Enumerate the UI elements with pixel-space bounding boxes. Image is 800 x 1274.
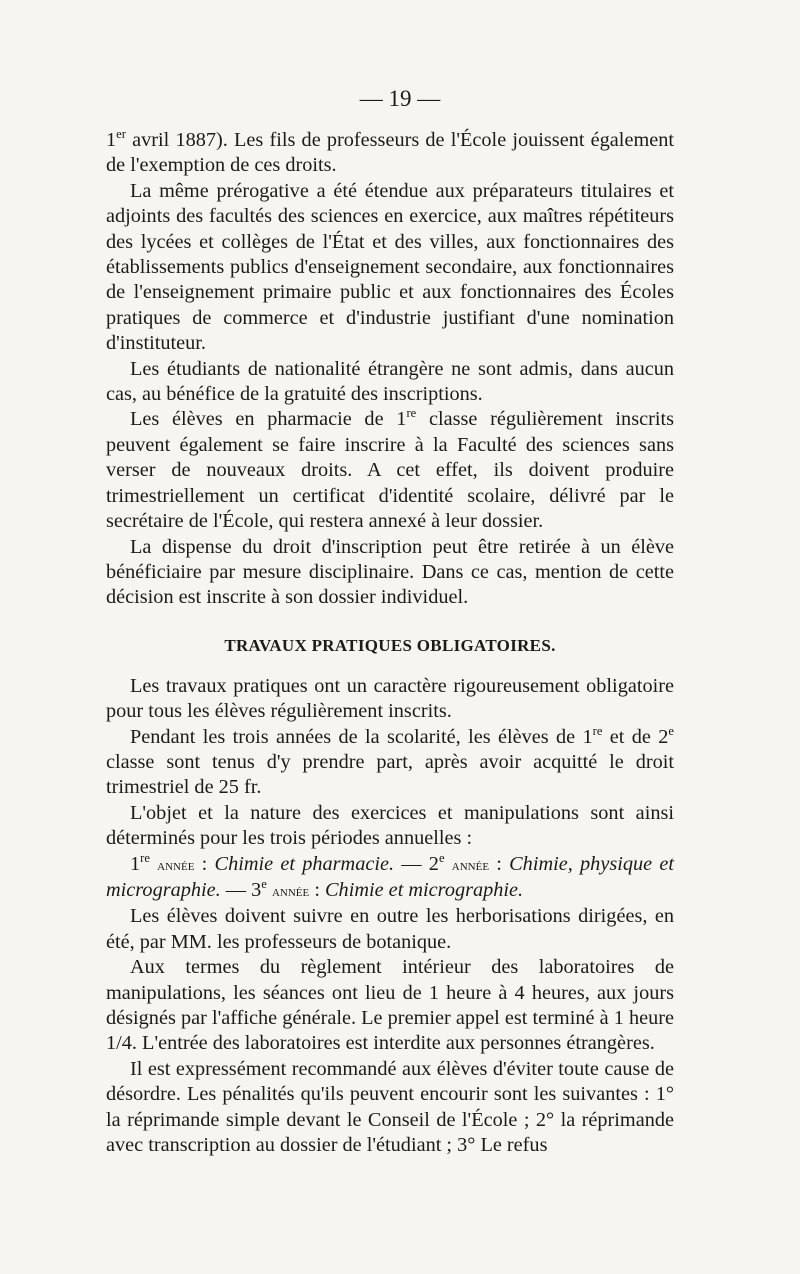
- paragraph-2: La même prérogative a été étendue aux préparateurs titulaires et adjoints des facultés des sciences en exercice, aux maîtres répétiteurs des lycées et collèges de l'État et des villes, aux fonctionnaires des établissements publics d'enseignement secondaire, aux fonctionnaires de l'enseignement primaire public et aux fonctionnaires des Écoles pratiques de commerce et d'industrie justifiant d'une nomination d'instituteur.: [106, 179, 674, 355]
- year-1-subjects: Chimie et pharmacie.: [214, 852, 395, 875]
- paragraph-1: 1er avril 1887). Les fils de professeurs de l'École jouissent également de l'exemption de ces droits.: [106, 127, 674, 177]
- paragraph-5: La dispense du droit d'inscription peut être retirée à un élève bénéficiaire par mesure disciplinaire. Dans ce cas, mention de cette décision est inscrite à son dossier individuel.: [106, 535, 674, 609]
- ordinal-sup: re: [592, 723, 603, 738]
- paragraph-4-a: Les élèves en pharmacie de 1: [130, 408, 407, 431]
- paragraph-3: Les étudiants de nationalité étrangère ne sont admis, dans aucun cas, au bénéfice de la gratuité des inscriptions.: [106, 357, 674, 406]
- ordinal-sup: re: [406, 406, 417, 421]
- paragraph-7-a: Pendant les trois années de la scolarité, les élèves de 1: [130, 725, 593, 748]
- body-text: [106, 128, 674, 1158]
- page-number: — 19 —: [359, 86, 441, 111]
- year-2-number: 2: [428, 852, 439, 875]
- paragraph-8: L'objet et la nature des exercices et manipulations sont ainsi déterminés pour les trois périodes annuelles :: [106, 801, 674, 850]
- paragraph-1-text: avril 1887). Les fils de professeurs de l'École jouissent également de l'exemption de ces droits.: [106, 129, 674, 177]
- paragraph-11: Aux termes du règlement intérieur des laboratoires de manipulations, les séances ont lieu de 1 heure à 4 heures, aux jours désignés par l'affiche générale. Le premier appel est terminé à 1 heure 1/4. L'entrée des laboratoires est interdite aux personnes étrangères.: [106, 956, 674, 1055]
- ordinal-sup: e: [261, 877, 267, 892]
- ordinal-sup: e: [668, 723, 674, 738]
- paragraph-7-b: et de 2: [602, 725, 669, 748]
- section-heading: TRAVAUX PRATIQUES OBLIGATOIRES.: [224, 635, 556, 655]
- paragraph-4: [106, 407, 674, 534]
- annee-label: année: [451, 856, 490, 874]
- annee-label: année: [157, 856, 195, 874]
- year-3-number: 3: [251, 878, 262, 901]
- year-3-subjects: Chimie et micrographie.: [325, 878, 524, 901]
- ordinal-sup: e: [438, 850, 445, 865]
- year-2-subjects: Chimie, physique et micrographie.: [106, 852, 675, 901]
- paragraph-10: Les élèves doivent suivre en outre les herborisations dirigées, en été, par MM. les professeurs de botanique.: [106, 905, 674, 953]
- dash: —: [220, 878, 252, 901]
- paragraph-9-years: 1re année : Chimie et pharmacie. — 2e année : Chimie, physique et micrographie. — 3e année : Chimie et micrographie.: [106, 850, 675, 901]
- paragraph-7: [106, 725, 674, 801]
- ordinal-sup: er: [116, 127, 126, 142]
- paragraph-7-c: classe sont tenus d'y prendre part, après avoir acquitté le droit trimestriel de 25 fr.: [106, 750, 674, 799]
- paragraph-4-b: classe régulièrement inscrits peuvent également se faire inscrire à la Faculté des sciences sans verser de nouveaux droits. A cet effet, ils doivent produire trimestriellement un certificat d'identité scolaire, délivré par le secrétaire de l'École, qui restera annexé à leur dossier.: [106, 408, 675, 533]
- annee-label: année: [271, 882, 310, 900]
- paragraph-12: Il est expressément recommandé aux élèves d'éviter toute cause de désordre. Les pénalités qu'ils peuvent encourir sont les suivantes : 1° la réprimande simple devant le Conseil de l'École ; 2° la réprimande avec transcription au dossier de l'étudiant ; 3° Le refus: [106, 1057, 674, 1157]
- year-1-number: 1: [130, 852, 141, 875]
- dash: —: [394, 852, 429, 875]
- paragraph-6: Les travaux pratiques ont un caractère rigoureusement obligatoire pour tous les élèves régulièrement inscrits.: [106, 674, 674, 723]
- ordinal-sup: re: [140, 850, 150, 865]
